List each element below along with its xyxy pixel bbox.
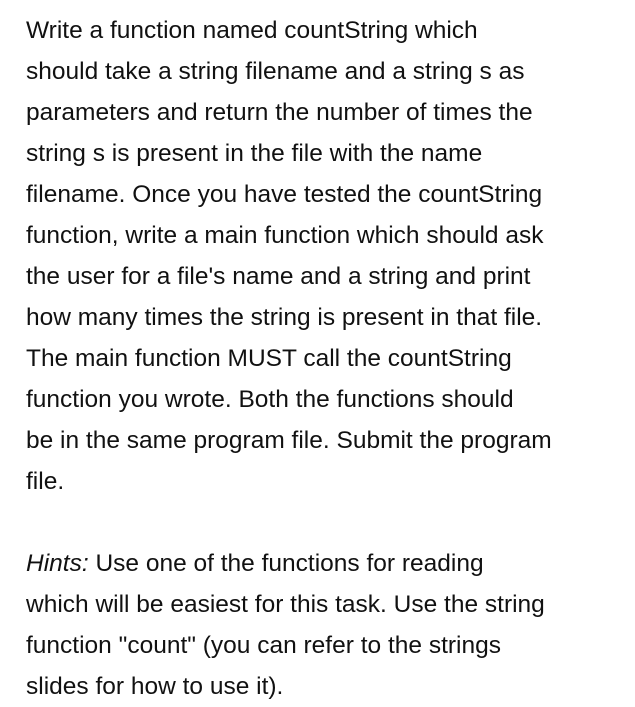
text-line: filename. Once you have tested the countString <box>26 181 543 208</box>
hints-paragraph <box>26 543 626 707</box>
text-line: the user for a file's name and a string and print <box>26 263 531 290</box>
text-line: be in the same program file. Submit the program <box>26 427 552 454</box>
instructions-paragraph <box>26 10 626 502</box>
text-line: function, write a main function which should ask <box>26 222 544 249</box>
text-line: slides for how to use it). <box>26 673 284 700</box>
question-text <box>26 10 626 707</box>
text-line: file. <box>26 468 65 495</box>
text-line: function "count" (you can refer to the strings <box>26 632 501 659</box>
hints-label: Hints: <box>26 550 89 577</box>
text-line: how many times the string is present in that file. <box>26 304 543 331</box>
text-line: function you wrote. Both the functions should <box>26 386 514 413</box>
text-line: string s is present in the file with the name <box>26 140 483 167</box>
text-line <box>26 543 626 584</box>
text-line: should take a string filename and a string s as <box>26 58 525 85</box>
text-line: Write a function named countString which <box>26 17 478 44</box>
text-line: parameters and return the number of times the <box>26 99 533 126</box>
text-line: The main function MUST call the countString <box>26 345 512 372</box>
text-line: which will be easiest for this task. Use the string <box>26 591 545 618</box>
hints-text-start: Use one of the functions for reading <box>88 550 484 577</box>
